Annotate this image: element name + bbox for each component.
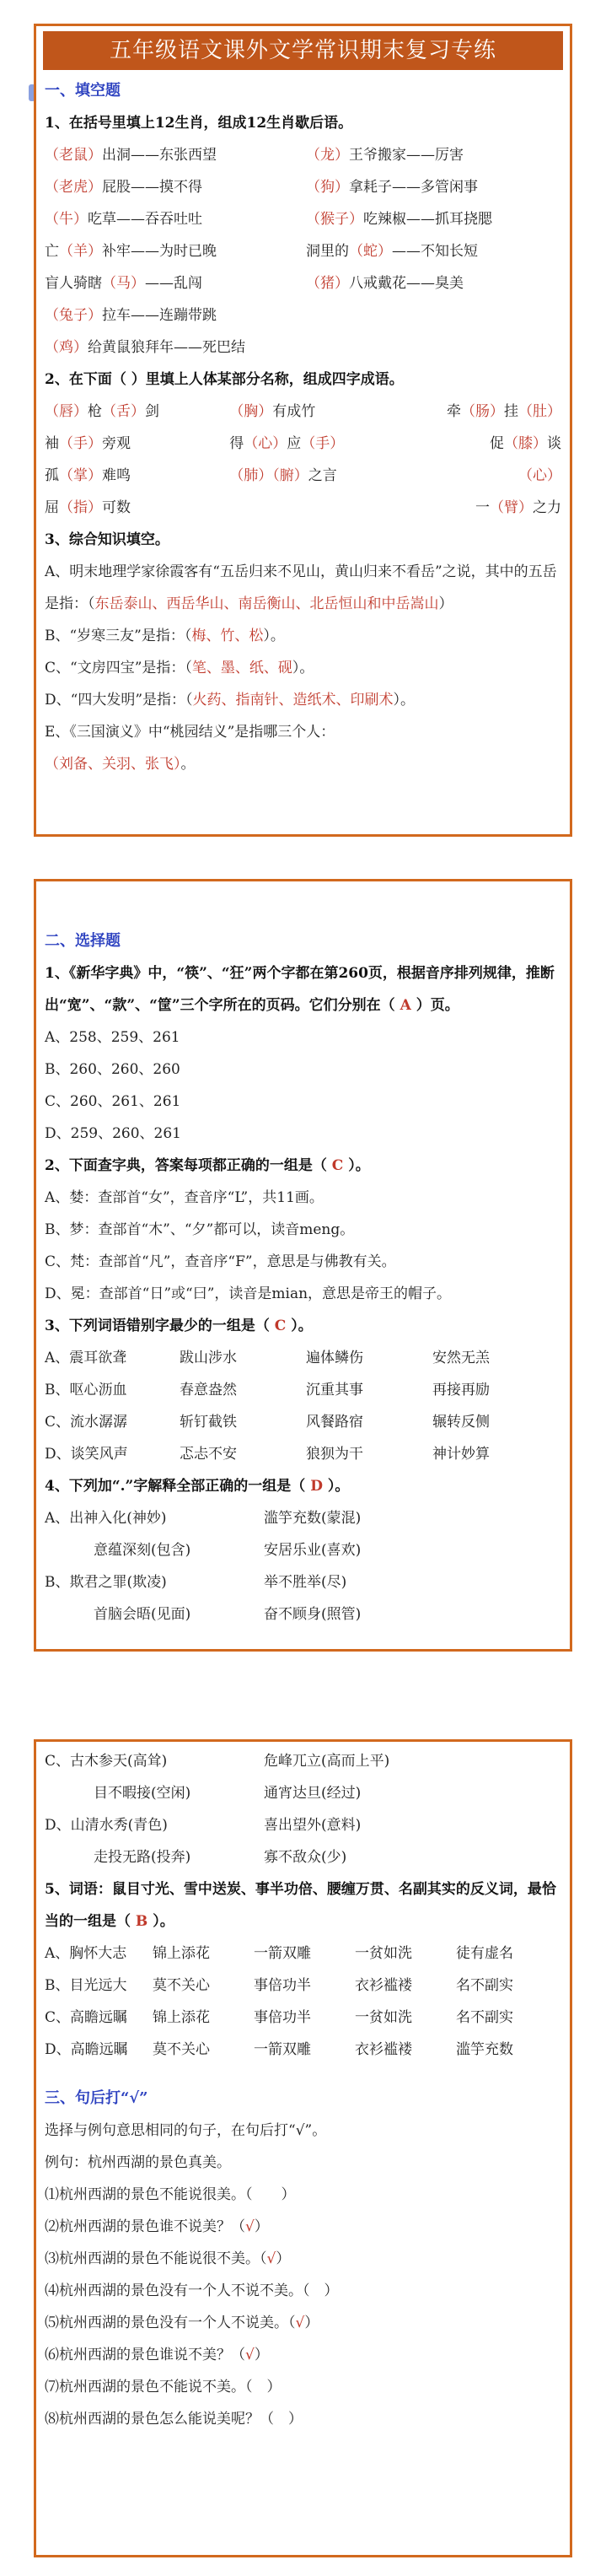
zodiac-suffix: 给黄鼠狼拜年——死巴结 — [88, 339, 245, 356]
zodiac-item — [306, 235, 559, 267]
choice-q1: 1、《新华字典》中，“筷”、“狂”两个字都在第260页，根据音序排列规律，推断出“宽”、“款”、“筐”三个字所在的页码。它们分别在（ A ）页。 — [45, 965, 555, 1014]
tick-end: ） — [276, 2250, 291, 2267]
zodiac-suffix: ——乱闯 — [145, 275, 202, 292]
option-row — [45, 1406, 561, 1438]
idiom-cell — [45, 460, 229, 492]
tick-end: ） — [266, 2379, 282, 2395]
choice-q3: 3、下列词语错别字最少的一组是（ C ）。 — [45, 1318, 313, 1334]
tick-item — [45, 2211, 561, 2243]
option-cell: 举不胜举(尽) — [264, 1574, 347, 1591]
option-cell: 意蕴深刻(包含) — [94, 1542, 191, 1559]
tick-intro: 选择与例句意思相同的句子，在句后打“√”。 — [45, 2122, 327, 2139]
option-cell: D、山清水秀(青色) — [45, 1817, 168, 1834]
zodiac-row — [45, 331, 561, 364]
option-cell: 神计妙算 — [432, 1446, 490, 1463]
option-row — [45, 1937, 561, 1970]
option-cell: 莫不关心 — [153, 2041, 210, 2058]
zodiac-item — [306, 267, 559, 299]
zodiac-item — [45, 299, 306, 331]
item-a-answer: 东岳泰山、西岳华山、南岳衡山、北岳恒山和中岳嵩山 — [94, 595, 439, 612]
item-a-text: A、明末地理学家徐霞客有“五岳归来不见山，黄山归来不看岳”之说，其中的五岳是指：（ — [45, 563, 557, 612]
tick-item — [45, 2179, 561, 2211]
idiom-text: 枪 — [88, 403, 102, 420]
option-row — [45, 1970, 561, 2002]
zodiac-answer: （马） — [102, 275, 145, 292]
choice-q4-options-cont — [45, 1745, 561, 1873]
option-cell: 锦上添花 — [153, 2009, 210, 2026]
idiom-text: 剑 — [145, 403, 159, 420]
zodiac-answer: （猪） — [306, 275, 349, 292]
option-cell: 事倍功半 — [254, 2009, 311, 2026]
tick-mark: √ — [295, 2315, 305, 2331]
option-cell: 喜出望外(意料) — [264, 1817, 362, 1834]
zodiac-answer: （羊） — [59, 243, 102, 260]
zodiac-suffix: 屁股——摸不得 — [102, 179, 202, 196]
option-row — [45, 1809, 561, 1841]
zodiac-answer: （蛇） — [349, 243, 392, 260]
option-cell: 滥竽充数(蒙混) — [264, 1510, 362, 1527]
option: D、259、260、261 — [45, 1125, 181, 1142]
idiom-row — [45, 460, 561, 492]
choice-q4-options — [45, 1502, 561, 1630]
option: A、258、259、261 — [45, 1029, 180, 1046]
choice-q5-options — [45, 1937, 561, 2066]
section-heading-choice: 二、选择题 — [45, 932, 121, 950]
option-cell: 一贫如洗 — [355, 1945, 412, 1962]
option: B、梦：查部首“木”、“夕”都可以，读音meng。 — [45, 1221, 355, 1238]
idiom-text: 促 — [489, 435, 504, 452]
zodiac-item — [306, 171, 559, 203]
zodiac-answer: （老鼠） — [45, 147, 102, 164]
option-cell: A、震耳欲聋 — [45, 1350, 127, 1366]
zodiac-suffix: 王爷搬家——厉害 — [349, 147, 464, 164]
zodiac-prefix: 亡 — [45, 243, 59, 260]
idiom-text: 有成竹 — [272, 403, 316, 420]
option-cell: A、出神入化(神妙) — [45, 1510, 167, 1527]
option-cell: 斩钉截铁 — [180, 1414, 237, 1431]
zodiac-item — [306, 139, 559, 171]
idiom-cell — [45, 396, 229, 428]
option-cell: 莫不关心 — [153, 1977, 210, 1994]
option-cell: 春意盎然 — [180, 1382, 237, 1398]
idiom-answer: （肺） — [229, 467, 273, 484]
tick-text: ⑺杭州西湖的景色不能说不美。（ — [45, 2379, 253, 2395]
option-cell: 锦上添花 — [153, 1945, 210, 1962]
option-row — [45, 1342, 561, 1374]
option-cell: 事倍功半 — [254, 1977, 311, 1994]
idiom-row — [45, 396, 561, 428]
idiom-cell — [45, 428, 229, 460]
tick-text: ⑸杭州西湖的景色没有一个人不说美。（ — [45, 2315, 296, 2331]
option-row — [45, 1745, 561, 1777]
idiom-cell — [406, 460, 561, 492]
idiom-cell — [406, 428, 561, 460]
idiom-answer: （腑） — [272, 467, 308, 484]
idiom-cell — [229, 492, 405, 524]
option: D、冕：查部首“日”或“曰”，读音是mian，意思是帝王的帽子。 — [45, 1285, 452, 1302]
idiom-answer: （手） — [301, 435, 345, 452]
option-cell: 衣衫褴褛 — [355, 1977, 412, 1994]
tick-item — [45, 2243, 561, 2275]
option-row — [45, 1374, 561, 1406]
idiom-text: 旁观 — [102, 435, 131, 452]
zodiac-item — [45, 235, 306, 267]
tick-text: ⑴杭州西湖的景色不能说很美。（ — [45, 2186, 253, 2203]
option-cell: D、高瞻远瞩 — [45, 2041, 128, 2058]
idiom-answer: （肚） — [518, 403, 561, 420]
zodiac-item — [45, 139, 306, 171]
tick-text: ⑶杭州西湖的景色不能说很不美。（ — [45, 2250, 267, 2267]
idiom-text: 孤 — [45, 467, 59, 484]
idiom-text: 挂 — [503, 403, 518, 420]
zodiac-prefix: 盲人骑瞎 — [45, 275, 102, 292]
item-e-answer: （刘备、关羽、张飞）。 — [45, 756, 196, 773]
option-row — [45, 1841, 561, 1873]
choice-q4: 4、下列加“.”字解释全部正确的一组是（ D ）。 — [45, 1478, 350, 1495]
tick-item — [45, 2275, 561, 2307]
zodiac-answer: （老虎） — [45, 179, 102, 196]
option-cell: 名不副实 — [456, 2009, 513, 2026]
idiom-row — [45, 492, 561, 524]
option-row — [45, 1502, 561, 1534]
question-3: 3、综合知识填空。 — [45, 531, 169, 548]
item-a — [45, 556, 561, 620]
zodiac-item — [306, 203, 559, 235]
zodiac-row — [45, 171, 561, 203]
item-b: B、“岁寒三友”是指：（梅、竹、松）。 — [45, 628, 285, 644]
idiom-row — [45, 428, 561, 460]
card-continued — [34, 1739, 572, 2557]
zodiac-answer: （兔子） — [45, 307, 102, 324]
option-cell: 通宵达旦(经过) — [264, 1785, 362, 1802]
tick-mark — [253, 2186, 282, 2203]
option-row — [45, 1598, 561, 1630]
option: C、260、261、261 — [45, 1093, 181, 1110]
option-cell: 衣衫褴褛 — [355, 2041, 412, 2058]
option-row — [45, 1777, 561, 1809]
option-cell: 辗转反侧 — [432, 1414, 490, 1431]
zodiac-answer: （鸡） — [45, 339, 88, 356]
zodiac-row — [45, 299, 561, 331]
option: C、梵：查部首“凡”，查音序“F”，意思是与佛教有关。 — [45, 1253, 396, 1270]
idiom-text: 之言 — [308, 467, 337, 484]
tick-mark: √ — [266, 2250, 276, 2267]
question-1: 1、在括号里填上12生肖，组成12生肖歇后语。 — [45, 115, 353, 132]
option-cell: C、高瞻远瞩 — [45, 2009, 128, 2026]
tick-mark — [274, 2411, 288, 2428]
option-cell: 安然无羔 — [432, 1350, 490, 1366]
tick-end: ） — [254, 2347, 269, 2363]
zodiac-item — [45, 171, 306, 203]
option-cell: 走投无路(投奔) — [94, 1849, 191, 1866]
option-row — [45, 1438, 561, 1470]
item-a-end: ） — [438, 595, 453, 612]
zodiac-suffix: ——不知长短 — [392, 243, 478, 260]
zodiac-item — [306, 299, 559, 331]
choice-q2: 2、下面查字典，答案每项都正确的一组是（ C ）。 — [45, 1157, 370, 1174]
option-cell: 忑忐不安 — [180, 1446, 237, 1463]
idiom-text: 可数 — [102, 499, 131, 516]
question-2: 2、在下面（ ）里填上人体某部分名称，组成四字成语。 — [45, 371, 404, 388]
idiom-cell — [229, 460, 405, 492]
idiom-text: 一 — [475, 499, 490, 516]
tick-end: ） — [254, 2218, 269, 2235]
option-row — [45, 2034, 561, 2066]
tick-text: ⑷杭州西湖的景色没有一个人不说不美。（ — [45, 2282, 310, 2299]
zodiac-row — [45, 139, 561, 171]
idiom-answer: （胸） — [229, 403, 273, 420]
tick-item — [45, 2403, 561, 2435]
tick-list — [45, 2179, 561, 2435]
option-cell: 奋不顾身(照管) — [264, 1606, 362, 1623]
tick-item — [45, 2371, 561, 2403]
idiom-answer: （舌） — [102, 403, 145, 420]
choice-q1-options — [45, 1021, 561, 1150]
option-cell: 再接再励 — [432, 1382, 490, 1398]
tick-mark — [310, 2282, 324, 2299]
option-cell: 一箭双雕 — [254, 1945, 311, 1962]
zodiac-item — [45, 203, 306, 235]
option-cell: 一贫如洗 — [355, 2009, 412, 2026]
idiom-answer: （臂） — [489, 499, 533, 516]
card-choice — [34, 879, 572, 1652]
option-cell: C、古木参天(高耸) — [45, 1753, 168, 1770]
option: A、婪：查部首“女”，查音序“L”，共11画。 — [45, 1189, 324, 1206]
zodiac-item — [45, 331, 306, 364]
card-fill-in — [34, 24, 572, 837]
idiom-answer: （肠） — [460, 403, 504, 420]
zodiac-list — [45, 139, 561, 364]
choice-q3-options — [45, 1342, 561, 1470]
idiom-grid — [45, 396, 561, 524]
idiom-cell — [406, 492, 561, 524]
idiom-text: 之力 — [532, 499, 561, 516]
zodiac-suffix: 八戒戴花——臭美 — [349, 275, 464, 292]
option-cell: 目不暇接(空闲) — [94, 1785, 191, 1802]
idiom-answer: （唇） — [45, 403, 88, 420]
option-row — [45, 2002, 561, 2034]
tick-item — [45, 2339, 561, 2371]
section-heading-fill: 一、填空题 — [45, 82, 121, 100]
tick-text: ⑹杭州西湖的景色谁说不美？（ — [45, 2347, 245, 2363]
option-cell: B、目光远大 — [45, 1977, 127, 1994]
option-cell: A、胸怀大志 — [45, 1945, 127, 1962]
page-title: 五年级语文课外文学常识期末复习专练 — [43, 31, 563, 70]
idiom-text: 应 — [287, 435, 302, 452]
option-cell: 徒有虚名 — [456, 1945, 513, 1962]
item-d: D、“四大发明”是指：（火药、指南针、造纸术、印刷术）。 — [45, 692, 416, 709]
option-cell: 危峰兀立(高而上平) — [264, 1753, 390, 1770]
zodiac-answer: （猴子） — [306, 211, 363, 228]
idiom-text: 屈 — [45, 499, 59, 516]
idiom-answer: （心） — [518, 467, 561, 484]
idiom-text: 袖 — [45, 435, 59, 452]
tick-mark: √ — [245, 2347, 255, 2363]
zodiac-suffix: 补牢——为时已晚 — [102, 243, 217, 260]
zodiac-item — [45, 267, 306, 299]
zodiac-answer: （牛） — [45, 211, 88, 228]
zodiac-suffix: 吃辣椒——抓耳挠腮 — [363, 211, 492, 228]
tick-end: ） — [324, 2282, 339, 2299]
zodiac-suffix: 出洞——东张西望 — [102, 147, 217, 164]
option-cell: B、欺君之罪(欺凌) — [45, 1574, 167, 1591]
tick-text: ⑻杭州西湖的景色怎么能说美呢？（ — [45, 2411, 274, 2428]
choice-q2-options — [45, 1182, 561, 1310]
zodiac-suffix: 拿耗子——多管闲事 — [349, 179, 478, 196]
idiom-text: 牵 — [446, 403, 461, 420]
zodiac-item — [306, 331, 559, 364]
zodiac-suffix: 拉车——连蹦带跳 — [102, 307, 217, 324]
tick-end: ） — [304, 2315, 319, 2331]
tick-end: ） — [288, 2411, 303, 2428]
tick-text: ⑵杭州西湖的景色谁不说美？（ — [45, 2218, 245, 2235]
choice-q5: 5、词语：鼠目寸光、雪中送炭、事半功倍、腰缠万贯、名副其实的反义词，最恰当的一组是（ B ）。 — [45, 1881, 556, 1930]
zodiac-row — [45, 203, 561, 235]
option-cell: 安居乐业(喜欢) — [264, 1542, 362, 1559]
tick-end: ） — [281, 2186, 296, 2203]
option-cell: 沉重其事 — [306, 1382, 363, 1398]
option-cell: 首脑会晤(见面) — [94, 1606, 191, 1623]
idiom-answer: （膝） — [503, 435, 547, 452]
idiom-answer: （指） — [59, 499, 102, 516]
idiom-text: 谈 — [546, 435, 561, 452]
tick-item — [45, 2307, 561, 2339]
idiom-text: 难鸣 — [102, 467, 131, 484]
idiom-cell — [45, 492, 229, 524]
item-c: C、“文房四宝”是指：（笔、墨、纸、砚）。 — [45, 660, 314, 676]
option-cell: 跋山涉水 — [180, 1350, 237, 1366]
option-cell: 遍体鳞伤 — [306, 1350, 363, 1366]
option-cell: 风餐路宿 — [306, 1414, 363, 1431]
option: B、260、260、260 — [45, 1061, 180, 1078]
option-cell: 寡不敌众(少) — [264, 1849, 347, 1866]
item-e: E、《三国演义》中“桃园结义”是指哪三个人： — [45, 724, 335, 741]
zodiac-row — [45, 235, 561, 267]
idiom-text: 得 — [229, 435, 244, 452]
idiom-answer: （掌） — [59, 467, 102, 484]
option-row — [45, 1566, 561, 1598]
tick-mark — [253, 2379, 267, 2395]
zodiac-row — [45, 267, 561, 299]
idiom-cell — [229, 396, 405, 428]
zodiac-answer: （龙） — [306, 147, 349, 164]
option-cell: C、流水潺潺 — [45, 1414, 128, 1431]
idiom-cell — [406, 396, 561, 428]
tick-example: 例句：杭州西湖的景色真美。 — [45, 2154, 231, 2171]
option-cell: D、谈笑风声 — [45, 1446, 128, 1463]
option-cell: 一箭双雕 — [254, 2041, 311, 2058]
tick-mark: √ — [245, 2218, 255, 2235]
idiom-cell — [229, 428, 405, 460]
zodiac-suffix: 吃草——吞吞吐吐 — [88, 211, 202, 228]
option-row — [45, 1534, 561, 1566]
idiom-answer: （手） — [59, 435, 102, 452]
idiom-answer: （心） — [244, 435, 287, 452]
option-cell: 滥竽充数 — [456, 2041, 513, 2058]
zodiac-answer: （狗） — [306, 179, 349, 196]
section-heading-tick: 三、句后打“√” — [45, 2089, 148, 2107]
option-cell: 名不副实 — [456, 1977, 513, 1994]
option-cell: 狼狈为干 — [306, 1446, 363, 1463]
option-cell: B、呕心沥血 — [45, 1382, 127, 1398]
zodiac-prefix: 洞里的 — [306, 243, 349, 260]
